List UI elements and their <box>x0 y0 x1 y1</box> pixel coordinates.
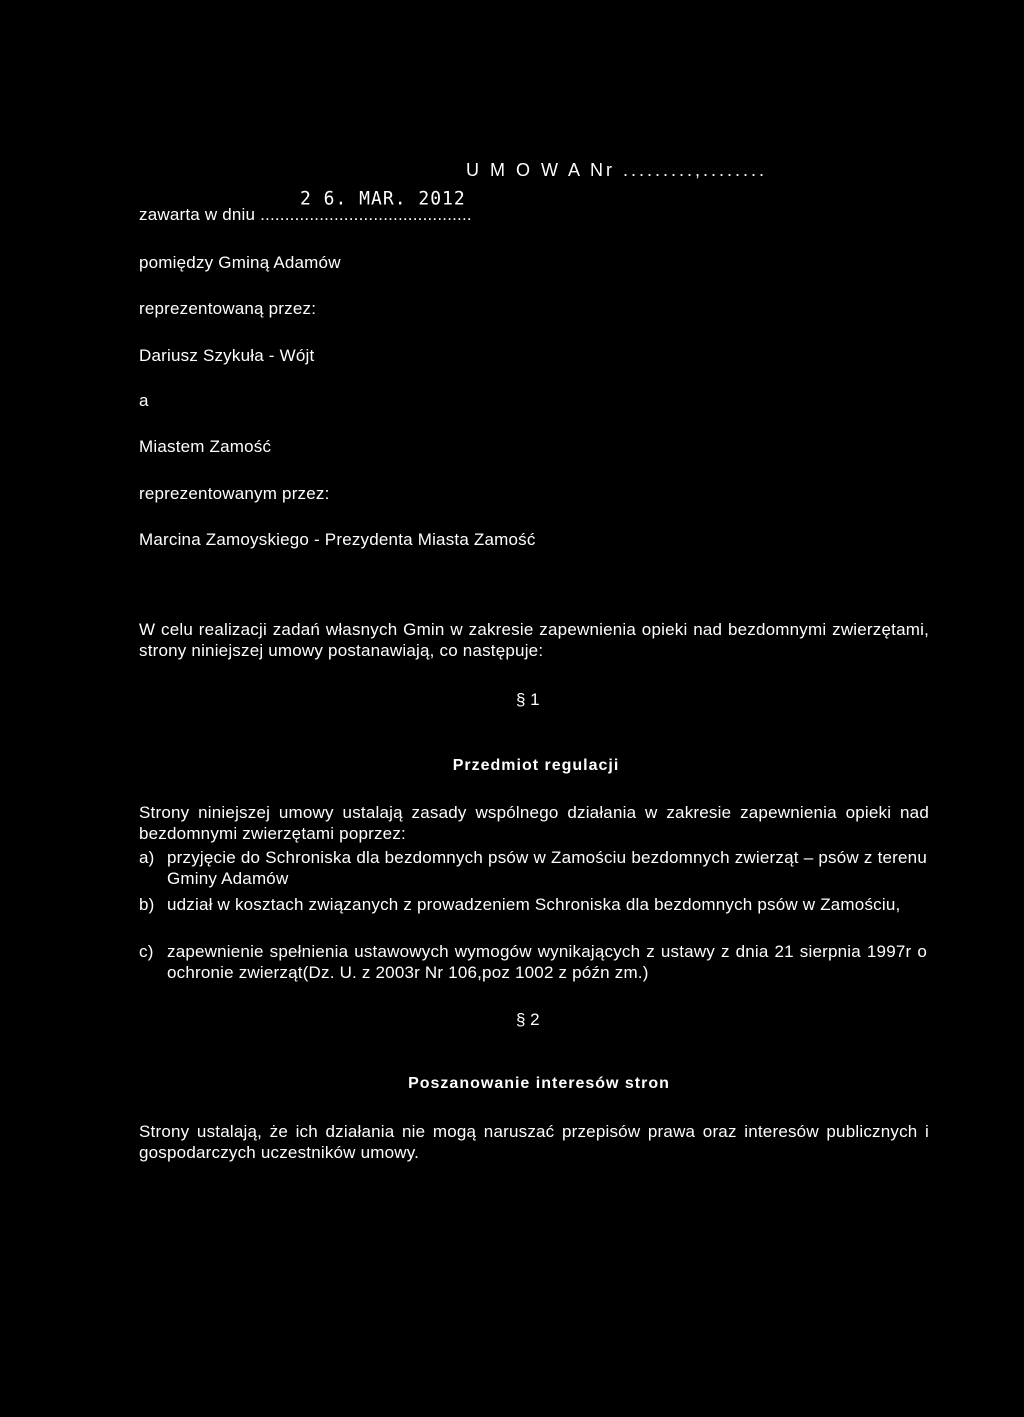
representative-1: Dariusz Szykuła - Wójt <box>139 346 315 365</box>
represented-by-1: reprezentowaną przez: <box>139 299 317 318</box>
list-item-label: a) <box>139 848 155 867</box>
list-item-text: przyjęcie do Schroniska dla bezdomnych psów w Zamościu bezdomnych zwierząt – psów z terenu Gminy Adamów <box>167 848 927 888</box>
concluded-date-line: zawarta w dniu ........................................... <box>139 205 472 224</box>
representative-2: Marcina Zamoyskiego - Prezydenta Miasta Zamość <box>139 530 536 549</box>
section-1-number: § 1 <box>516 690 540 709</box>
section-1-title: Przedmiot regulacji <box>452 757 620 774</box>
list-item-text: udział w kosztach związanych z prowadzeniem Schroniska dla bezdomnych psów w Zamościu, <box>167 895 901 914</box>
list-item-text: zapewnienie spełnienia ustawowych wymogów wynikających z ustawy z dnia 21 sierpnia 1997r o ochronie zwierząt(Dz. U. z 2003r Nr 106,poz 1002 z późn zm.) <box>167 942 927 982</box>
section-2-number: § 2 <box>516 1010 540 1029</box>
represented-by-2: reprezentowanym przez: <box>139 484 330 503</box>
party-2-line: Miastem Zamość <box>139 437 272 456</box>
section-2-title: Poszanowanie interesów stron <box>408 1075 670 1092</box>
party-1-line: pomiędzy Gminą Adamów <box>139 253 341 272</box>
list-item-label: b) <box>139 895 155 914</box>
intro-paragraph: W celu realizacji zadań własnych Gmin w zakresie zapewnienia opieki nad bezdomnymi zwierzętami, strony niniejszej umowy postanawiają, co następuje: <box>139 620 929 660</box>
list-item-label: c) <box>139 942 154 961</box>
section-1-paragraph: Strony niniejszej umowy ustalają zasady wspólnego działania w zakresie zapewnienia opieki nad bezdomnymi zwierzętami poprzez: <box>139 803 929 843</box>
section-2-paragraph: Strony ustalają, że ich działania nie mogą naruszać przepisów prawa oraz interesów publicznych i gospodarczych uczestników umowy. <box>139 1122 929 1162</box>
document-title: U M O W A Nr .........,........ <box>466 160 768 180</box>
date-stamp: 2 6. MAR. 2012 <box>300 187 466 210</box>
conjunction-and: a <box>139 391 149 410</box>
